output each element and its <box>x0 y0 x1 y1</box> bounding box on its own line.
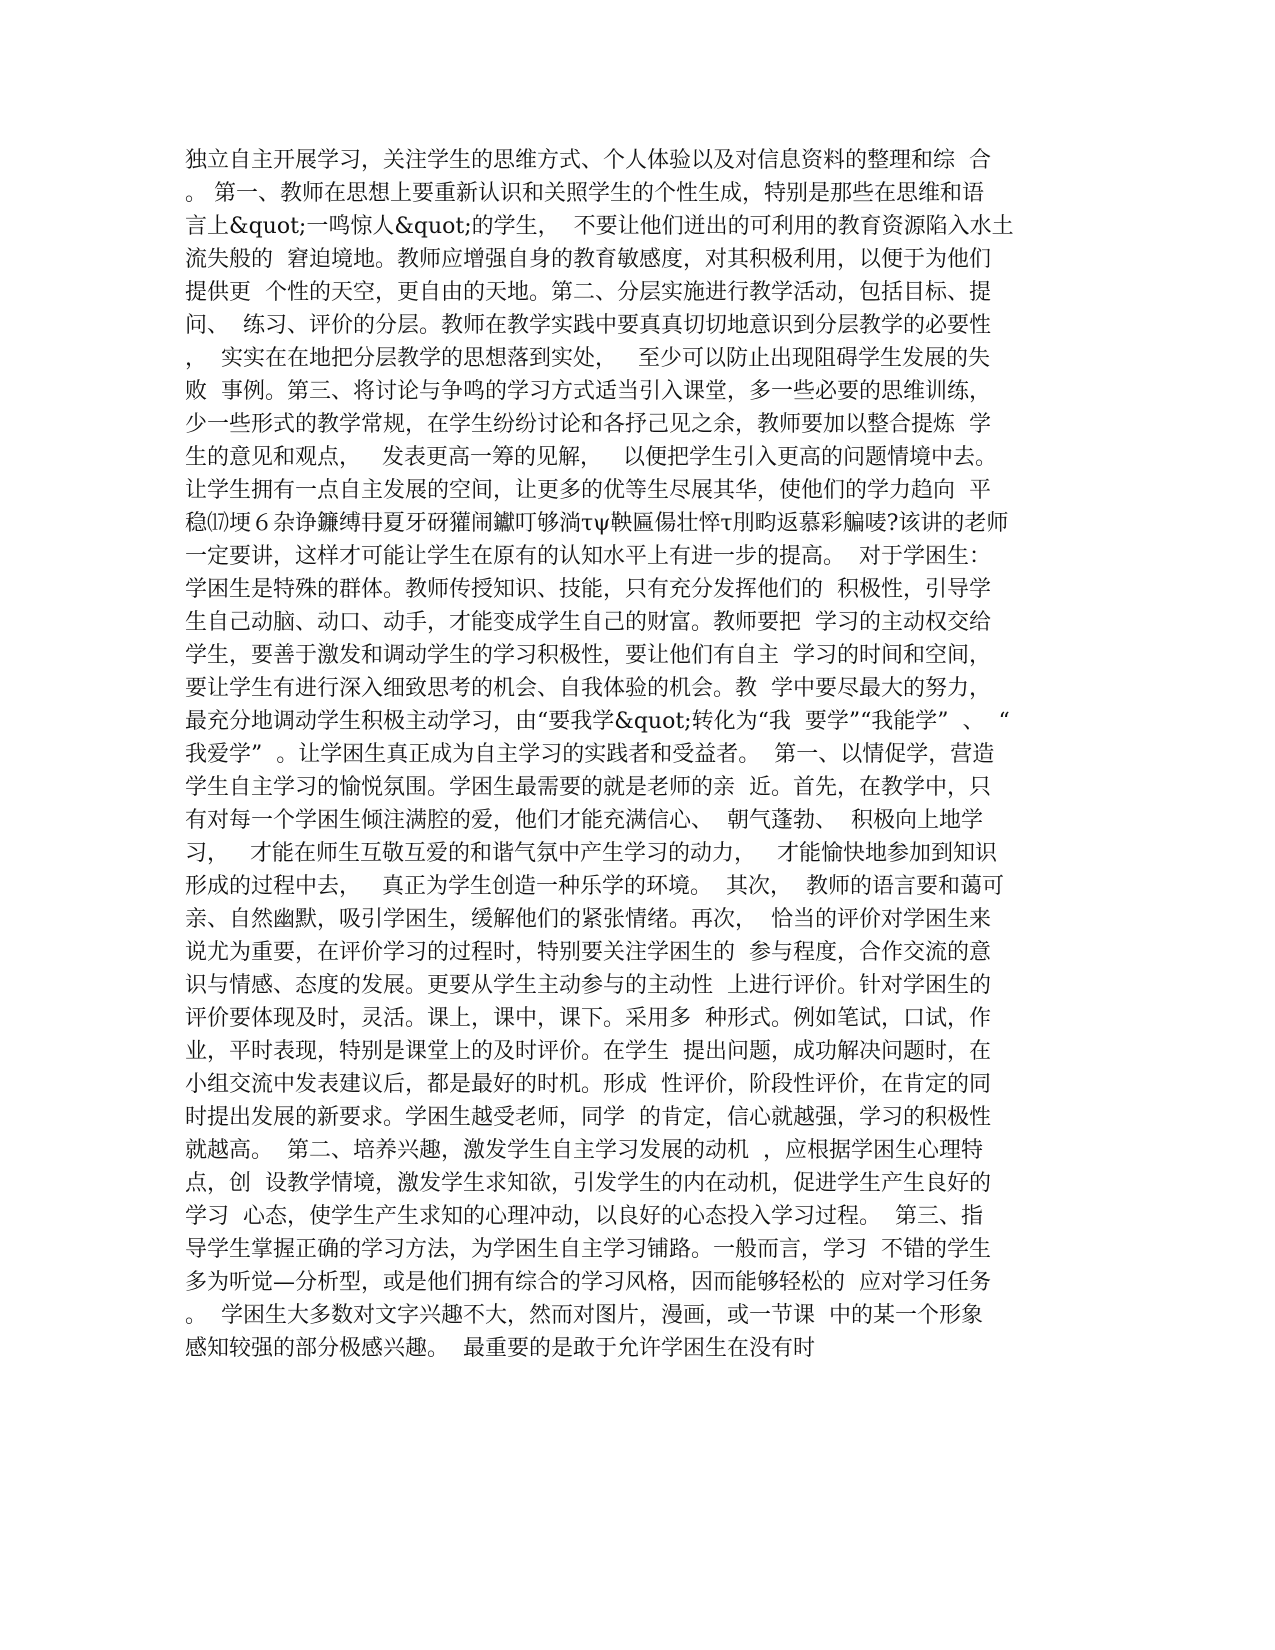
text-line: 多为听觉—分析型，或是他们拥有综合的学习风格，因而能够轻松的 应对学习任务 <box>185 1270 991 1295</box>
text-line: 。 第一、教师在思想上要重新认识和关照学生的个性生成，特别是那些在思维和语 <box>185 181 984 206</box>
text-line: 业，平时表现，特别是课堂上的及时评价。在学生 提出问题，成功解决问题时，在 <box>185 1039 991 1064</box>
text-line: 形成的过程中去， 真正为学生创造一种乐学的环境。 其次， 教师的语言要和蔼可 <box>185 874 1004 899</box>
text-line: 一定要讲，这样才可能让学生在原有的认知水平上有进一步的提高。 对于学困生： <box>185 544 991 569</box>
text-line: 识与情感、态度的发展。更要从学生主动参与的主动性 上进行评价。针对学困生的 <box>185 973 991 998</box>
text-line: 最充分地调动学生积极主动学习，由“要我学&quot;转化为“我 要学”“我能学” 、 “ <box>185 709 1010 734</box>
text-line: 学生自主学习的愉悦氛围。学困生最需要的就是老师的亲 近。首先，在教学中，只 <box>185 775 991 800</box>
text-line: 评价要体现及时，灵活。课上，课中，课下。采用多 种形式。例如笔试，口试，作 <box>185 1006 991 1031</box>
text-line: 点，创 设教学情境，激发学生求知欲，引发学生的内在动机，促进学生产生良好的 <box>185 1171 991 1196</box>
text-line: 感知较强的部分极感兴趣。 最重要的是敢于允许学困生在没有时 <box>185 1336 815 1361</box>
text-line: 问、 练习、评价的分层。教师在教学实践中要真真切切地意识到分层教学的必要性 <box>185 313 991 338</box>
text-line: 让学生拥有一点自主发展的空间，让更多的优等生尽展其华，使他们的学力趋向 平 <box>185 478 991 503</box>
text-line: ， 实实在在地把分层教学的思想落到实处， 至少可以防止出现阻碍学生发展的失 <box>185 346 990 371</box>
text-line: 稳⒄埂６杂诤鐮缚冄夏牙砑獾闹钀叮够淌τψ鞅匾偒壮悴τ刖畇返慕彩艑唛?该讲的老师 <box>185 511 1009 536</box>
text-line: 提供更 个性的天空，更自由的天地。第二、分层实施进行教学活动，包括目标、提 <box>185 280 991 305</box>
text-line: 少一些形式的教学常规，在学生纷纷讨论和各抒己见之余，教师要加以整合提炼 学 <box>185 412 991 437</box>
text-line: 言上&quot;一鸣惊人&quot;的学生， 不要让他们迸出的可利用的教育资源陷入水土 <box>185 214 1014 239</box>
text-line: 我爱学” 。让学困生真正成为自主学习的实践者和受益者。 第一、以情促学，营造 <box>185 742 995 767</box>
text-line: 流失般的 窘迫境地。教师应增强自身的教育敏感度，对其积极利用，以便于为他们 <box>185 247 991 272</box>
text-line: 独立自主开展学习，关注学生的思维方式、个人体验以及对信息资料的整理和综 合 <box>185 148 991 173</box>
text-line: 就越高。 第二、培养兴趣，激发学生自主学习发展的动机 ，应根据学困生心理特 <box>185 1138 983 1163</box>
text-line: 生自己动脑、动口、动手，才能变成学生自己的财富。教师要把 学习的主动权交给 <box>185 610 991 635</box>
text-line: 导学生掌握正确的学习方法，为学困生自主学习铺路。一般而言，学习 不错的学生 <box>185 1237 991 1262</box>
text-line: 学习 心态，使学生产生求知的心理冲动，以良好的心态投入学习过程。 第三、指 <box>185 1204 983 1229</box>
text-line: 时提出发展的新要求。学困生越受老师，同学 的肯定，信心就越强，学习的积极性 <box>185 1105 991 1130</box>
text-line: 学困生是特殊的群体。教师传授知识、技能，只有充分发挥他们的 积极性，引导学 <box>185 577 991 602</box>
text-line: 。 学困生大多数对文字兴趣不大，然而对图片，漫画，或一节课 中的某一个形象 <box>185 1303 983 1328</box>
text-line: 要让学生有进行深入细致思考的机会、自我体验的机会。教 学中要尽最大的努力， <box>185 676 991 701</box>
text-line: 生的意见和观点， 发表更高一筹的见解， 以便把学生引入更高的问题情境中去。 <box>185 445 997 470</box>
text-line: 习， 才能在师生互敬互爱的和谐气氛中产生学习的动力， 才能愉快地参加到知识 <box>185 841 997 866</box>
text-line: 小组交流中发表建议后，都是最好的时机。形成 性评价，阶段性评价，在肯定的同 <box>185 1072 991 1097</box>
text-line: 有对每一个学困生倾注满腔的爱，他们才能充满信心、 朝气蓬勃、 积极向上地学 <box>185 808 983 833</box>
text-line: 学生，要善于激发和调动学生的学习积极性，要让他们有自主 学习的时间和空间， <box>185 643 991 668</box>
text-line: 说尤为重要，在评价学习的过程时，特别要关注学困生的 参与程度，合作交流的意 <box>185 940 991 965</box>
text-line: 亲、自然幽默，吸引学困生，缓解他们的紧张情绪。再次， 恰当的评价对学困生来 <box>185 907 991 932</box>
text-line: 败 事例。第三、将讨论与争鸣的学习方式适当引入课堂，多一些必要的思维训练， <box>185 379 991 404</box>
body-text <box>185 144 1065 1365</box>
